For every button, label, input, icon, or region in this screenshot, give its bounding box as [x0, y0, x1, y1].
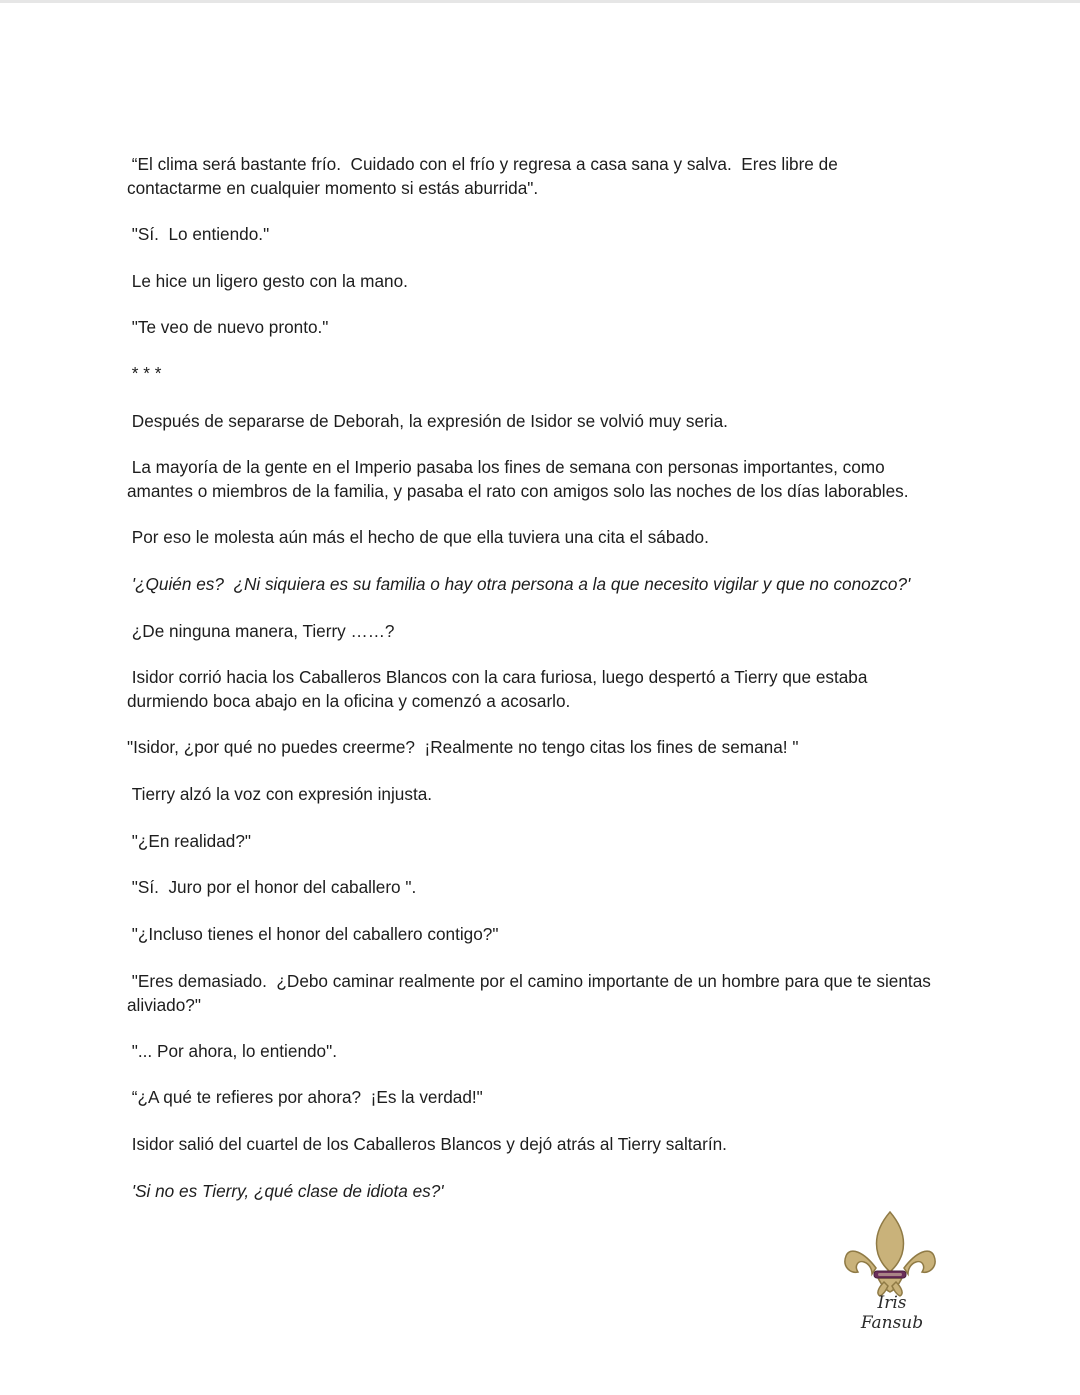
paragraph-1: “El clima será bastante frío. Cuidado con el frío y regresa a casa sana y salva. Eres libre de contactarme en cualquier momento si estás aburrida".: [127, 154, 838, 198]
paragraph-6: La mayoría de la gente en el Imperio pasaba los fines de semana con personas importantes, como amantes o miembros de la familia, y pasaba el rato con amigos solo las noches de los días laborables.: [127, 457, 909, 501]
paragraph-18: “¿A qué te refieres por ahora? ¡Es la verdad!": [127, 1087, 483, 1107]
paragraph-15: "¿Incluso tienes el honor del caballero contigo?": [127, 924, 499, 944]
paragraph-14: "Sí. Juro por el honor del caballero ".: [127, 877, 417, 897]
paragraph-17: "... Por ahora, lo entiendo".: [127, 1041, 337, 1061]
paragraph-2: "Sí. Lo entiendo.": [127, 224, 270, 244]
paragraph-10: Isidor corrió hacia los Caballeros Blancos con la cara furiosa, luego despertó a Tierry que estaba durmiendo boca abajo en la oficina y comenzó a acosarlo.: [127, 667, 868, 711]
paragraph-16: "Eres demasiado. ¿Debo caminar realmente por el camino importante de un hombre para que te sientas aliviado?": [127, 971, 931, 1015]
paragraph-13: "¿En realidad?": [127, 831, 251, 851]
paragraph-4: "Te veo de nuevo pronto.": [127, 317, 329, 337]
paragraph-9: ¿De ninguna manera, Tierry ……?: [127, 621, 395, 641]
scene-break: * * *: [127, 363, 162, 383]
paragraph-11: "Isidor, ¿por qué no puedes creerme? ¡Realmente no tengo citas los fines de semana! ": [127, 737, 799, 757]
paragraph-20-thought: 'Si no es Tierry, ¿qué clase de idiota es?': [127, 1181, 444, 1201]
paragraph-7: Por eso le molesta aún más el hecho de que ella tuviera una cita el sábado.: [127, 527, 709, 547]
paragraph-5: Después de separarse de Deborah, la expresión de Isidor se volvió muy seria.: [127, 411, 728, 431]
paragraph-12: Tierry alzó la voz con expresión injusta.: [127, 784, 433, 804]
paragraph-3: Le hice un ligero gesto con la mano.: [127, 271, 408, 291]
paragraph-8-thought: '¿Quién es? ¿Ni siquiera es su familia o hay otra persona a la que necesito vigilar y que no conozco?': [127, 574, 911, 594]
paragraph-19: Isidor salió del cuartel de los Caballeros Blancos y dejó atrás al Tierry saltarín.: [127, 1134, 727, 1154]
logo-label: Iris Fansub: [860, 1293, 924, 1333]
